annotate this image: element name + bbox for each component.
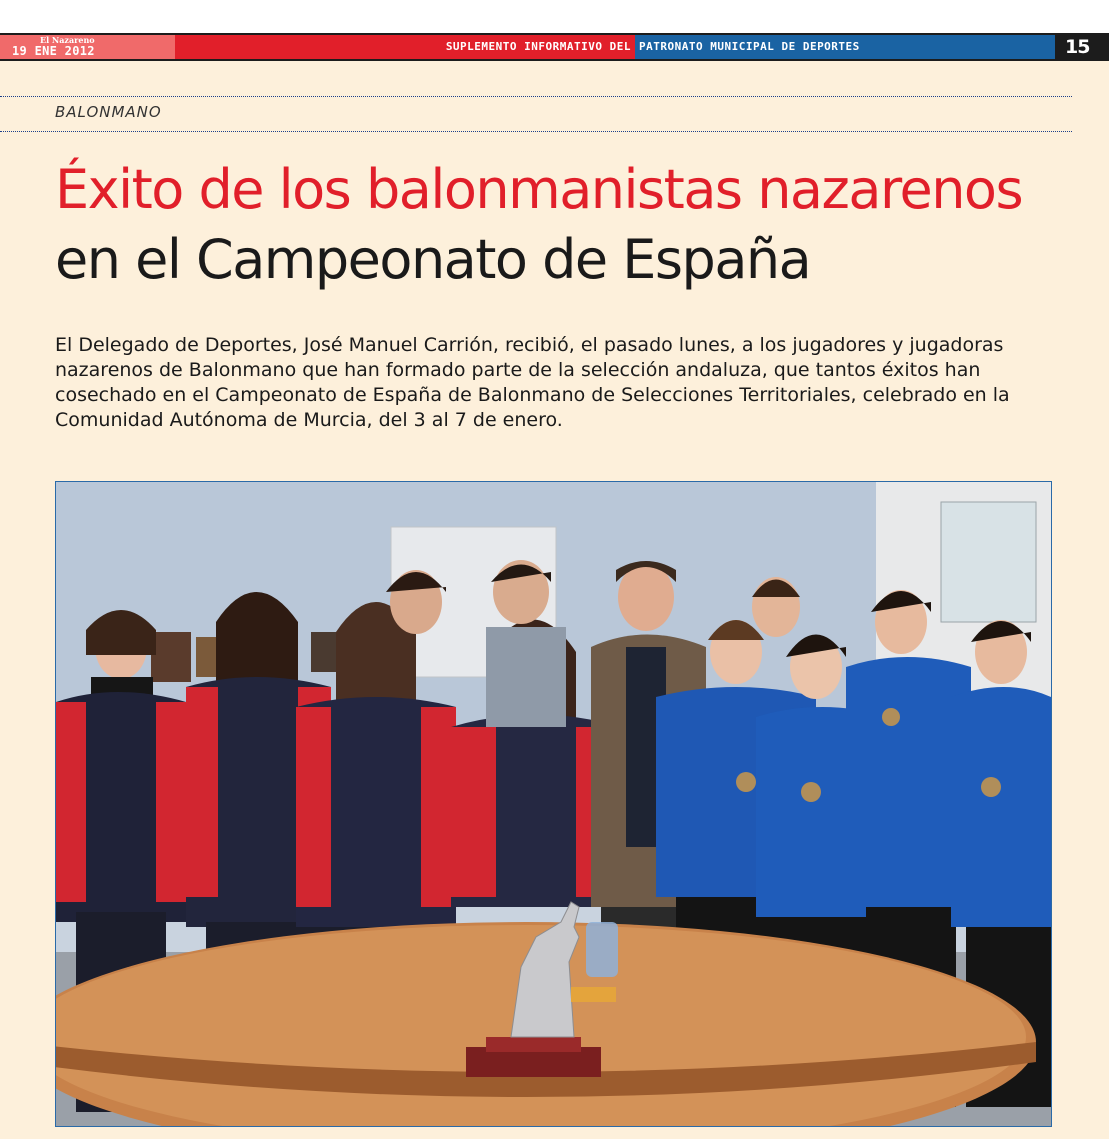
supplement-text-blue: PATRONATO MUNICIPAL DE DEPORTES — [639, 40, 860, 53]
headline-line-2: en el Campeonato de España — [55, 228, 811, 291]
issue-date: 19 ENE 2012 — [12, 44, 95, 58]
team-photo-illustration — [56, 482, 1051, 1126]
header-date-block — [0, 35, 175, 59]
header-bar — [0, 33, 1109, 61]
supplement-label-red — [175, 35, 635, 59]
top-margin — [0, 0, 1109, 33]
page-number-block — [1055, 35, 1109, 59]
team-photo — [55, 481, 1052, 1127]
supplement-label-blue — [635, 35, 1055, 59]
page-number: 15 — [1065, 36, 1090, 58]
headline-line-1: Éxito de los balonmanistas nazarenos — [55, 158, 1023, 221]
section-divider-top — [0, 96, 1072, 97]
section-label: BALONMANO — [55, 103, 162, 121]
article-lede: El Delegado de Deportes, José Manuel Carrión, recibió, el pasado lunes, a los jugadores y jugadoras nazarenos de Balonmano que han formado parte de la selección andaluza, que tantos éxitos han cosechado en el Campeonato de España de Balonmano de Selecciones Territoriales, celebrado en la Comunidad Autónoma de Murcia, del 3 al 7 de enero. — [55, 334, 1010, 431]
publication-name: El Nazareno — [40, 35, 95, 45]
section-divider-bottom — [0, 131, 1072, 132]
supplement-text-red: SUPLEMENTO INFORMATIVO DEL — [445, 40, 631, 53]
